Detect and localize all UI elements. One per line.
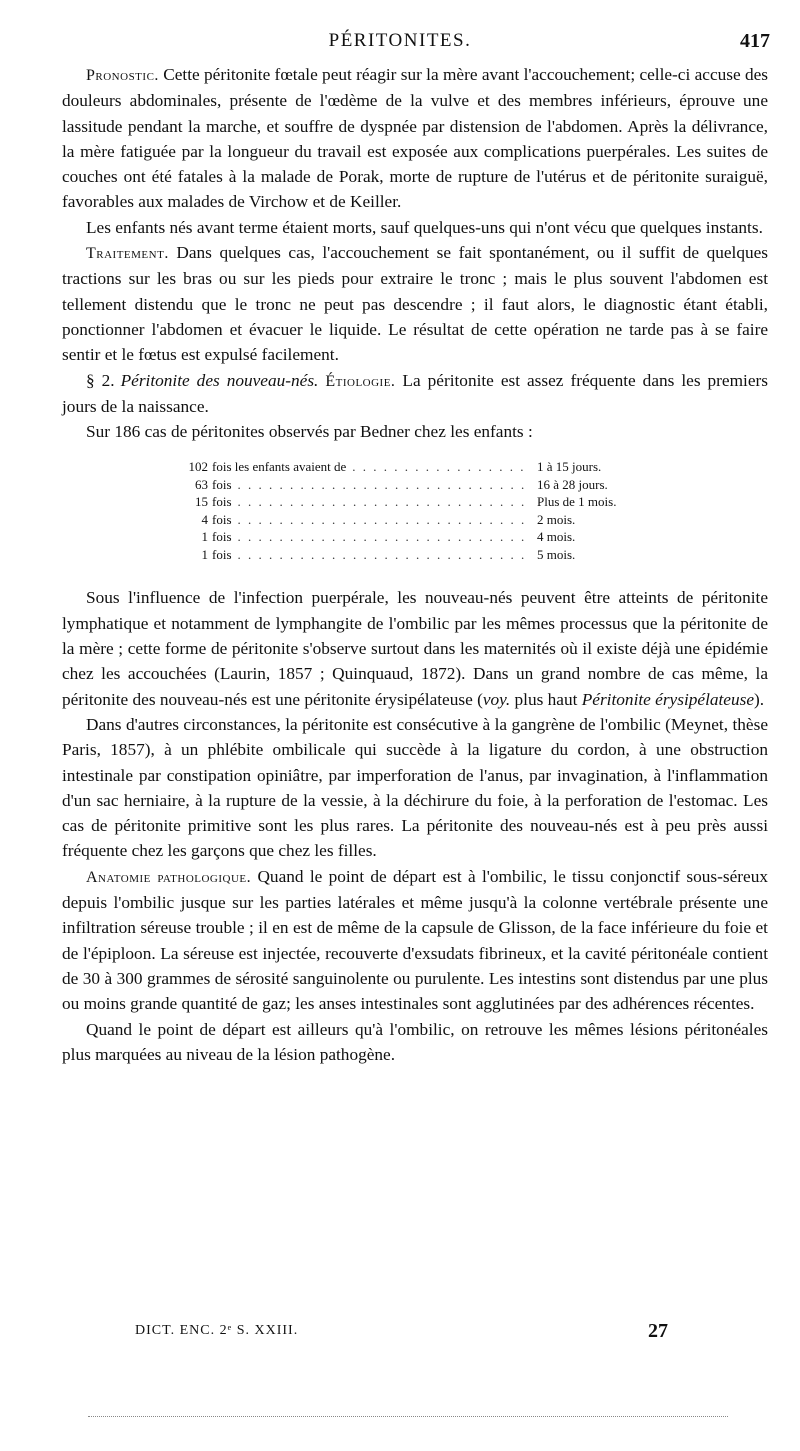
bottom-dotted-rule	[88, 1416, 728, 1417]
paragraph-text: Cette péritonite fœtale peut réagir sur la mère avant l'accouchement; celle-ci accuse des douleurs abdominales, présente de l'œdème de la vulve et des membres inférieurs, éprouve une lassitude pendant la marche, et souffre de dyspnée par distension de l'abdomen. Après la délivrance, la mère fatiguée par la longueur du travail est exposée aux complications puerpérales. Les suites de couches ont été fatales à la malade de Porak, morte de rupture de l'utérus et de péritonite suraiguë, favorables aux malades de Virchow et de Keiller.	[62, 65, 769, 212]
paragraph-text: ).	[754, 689, 765, 709]
paragraph-enfants	[62, 215, 768, 240]
stat-count: 102	[188, 459, 208, 475]
signature-number: 27	[648, 1320, 668, 1342]
paragraph-anatomie	[62, 864, 768, 1017]
paragraph-text: La péritonite est assez fréquente dans les premiers jours de la naissance.	[62, 370, 768, 416]
dot-leader	[238, 511, 532, 529]
stat-duration: 4 mois.	[537, 529, 576, 545]
stat-label: fois les enfants avaient de	[212, 459, 347, 475]
stat-duration: 2 mois.	[537, 511, 576, 527]
stat-count: 1	[201, 529, 208, 545]
paragraph-pronostic	[62, 62, 768, 215]
stat-count: 1	[201, 546, 208, 562]
stat-label: fois	[212, 494, 232, 510]
dot-leader	[238, 476, 532, 494]
paragraph-infection	[62, 585, 768, 711]
dot-leader	[238, 493, 532, 511]
cross-reference: Péritonite érysipélateuse	[581, 689, 755, 709]
section-number: § 2.	[86, 370, 115, 390]
paragraph-traitement	[62, 240, 768, 367]
table-row	[172, 511, 652, 529]
stat-duration: 16 à 28 jours.	[537, 476, 608, 492]
stat-label: fois	[212, 529, 232, 545]
table-row	[172, 493, 652, 511]
stat-count: 15	[195, 494, 208, 510]
running-title: PÉRITONITES.	[328, 30, 472, 51]
stat-duration: Plus de 1 mois.	[537, 494, 617, 510]
table-row	[172, 528, 652, 546]
stat-duration: 1 à 15 jours.	[537, 459, 602, 475]
stat-duration: 5 mois.	[537, 546, 576, 562]
paragraph-text: plus haut	[510, 689, 582, 709]
stat-count: 63	[195, 476, 208, 492]
printer-signature: DICT. ENC. 2ᵉ S. XXIII.	[135, 1323, 299, 1338]
rubric-anatomie: Anatomie pathologique.	[86, 868, 252, 886]
paragraph-text: Sur 186 cas de péritonites observés par Bedner chez les enfants :	[86, 422, 533, 442]
paragraph-text: Les enfants nés avant terme étaient morts, sauf quelques-uns qui n'ont vécu que quelques instants.	[86, 217, 763, 237]
paragraph-lesions	[62, 1017, 768, 1068]
rubric-etiologie: Étiologie.	[325, 372, 396, 390]
voy-abbrev: voy.	[482, 689, 511, 709]
section-title: Péritonite des nouveau-nés.	[120, 370, 319, 390]
statistics-table	[172, 458, 652, 563]
paragraph-text: Dans d'autres circonstances, la péritonite est consécutive à la gangrène de l'ombilic (Meynet, thèse Paris, 1857), à un phlébite ombilicale qui succède à la ligature du cordon, à une obstruction intestinale par constipation opiniâtre, par imperforation de l'anus, par invagination, à l'inflammation d'un sac herniaire, à la rupture de la vessie, à la déchirure du foie, à la perforation de l'estomac. Les cas de péritonite primitive sont les plus rares. La péritonite des nouveau-nés est à peu près aussi fréquente chez les garçons que chez les filles.	[62, 714, 768, 861]
page-number: 417	[740, 30, 770, 52]
table-row	[172, 458, 652, 476]
paragraph-text: Dans quelques cas, l'accouchement se fait spontanément, ou il suffit de quelques tractions sur les bras ou sur les pieds pour extraire le tronc ; mais le plus souvent l'abdomen est tellement distendu que le tronc ne peut pas descendre ; il faut alors, le diagnostic étant établi, ponctionner l'abdomen et évacuer le liquide. Le résultat de cette opération ne tarde pas à se faire sentir et le fœtus est expulsé facilement.	[62, 243, 768, 365]
stat-label: fois	[212, 511, 232, 527]
stat-label: fois	[212, 476, 232, 492]
paragraph-text: Quand le point de départ est ailleurs qu'à l'ombilic, on retrouve les mêmes lésions péritonéales plus marquées au niveau de la lésion pathogène.	[62, 1019, 768, 1064]
dot-leader	[238, 528, 532, 546]
stat-count: 4	[201, 511, 208, 527]
running-head	[0, 30, 800, 56]
paragraph-text: Quand le point de départ est à l'ombilic, le tissu conjonctif sous-séreux depuis l'ombilic jusque sur les parties latérales et même jusqu'à la colonne vertébrale présente une infiltration séreuse trouble ; il en est de même de la capsule de Glisson, de la face inférieure du foie et de l'épiploon. La séreuse est injectée, recouverte d'exsudats fibrineux, et la cavité péritonéale contient de 30 à 300 grammes de sérosité sanguinolente ou purulente. Les intestins sont distendus par une plus ou moins grande quantité de gaz; les anses intestinales sont agglutinées par des adhérences récentes.	[62, 866, 768, 1014]
dot-leader	[238, 546, 532, 564]
table-row	[172, 476, 652, 494]
paragraph-section-2	[62, 368, 768, 420]
stat-label: fois	[212, 546, 232, 562]
dot-leader	[352, 458, 531, 476]
rubric-pronostic: Pronostic.	[86, 67, 159, 84]
rubric-traitement: Traitement.	[86, 245, 169, 263]
body-text	[62, 62, 768, 1067]
paragraph-circonstances	[62, 712, 768, 864]
paragraph-bedner	[62, 419, 768, 444]
table-row	[172, 546, 652, 564]
paragraph-text: Sous l'influence de l'infection puerpérale, les nouveau-nés peuvent être atteints de péritonite lymphatique et notamment de lymphangite de l'ombilic par les mêmes processus que la péritonite de la mère ; cette forme de péritonite s'observe surtout dans les maternités où il existe déjà une épidémie chez les accouchées (Laurin, 1857 ; Quinquaud, 1872). Dans un grand nombre de cas même, la péritonite des nouveau-nés est une péritonite érysipélateuse (	[62, 588, 768, 709]
